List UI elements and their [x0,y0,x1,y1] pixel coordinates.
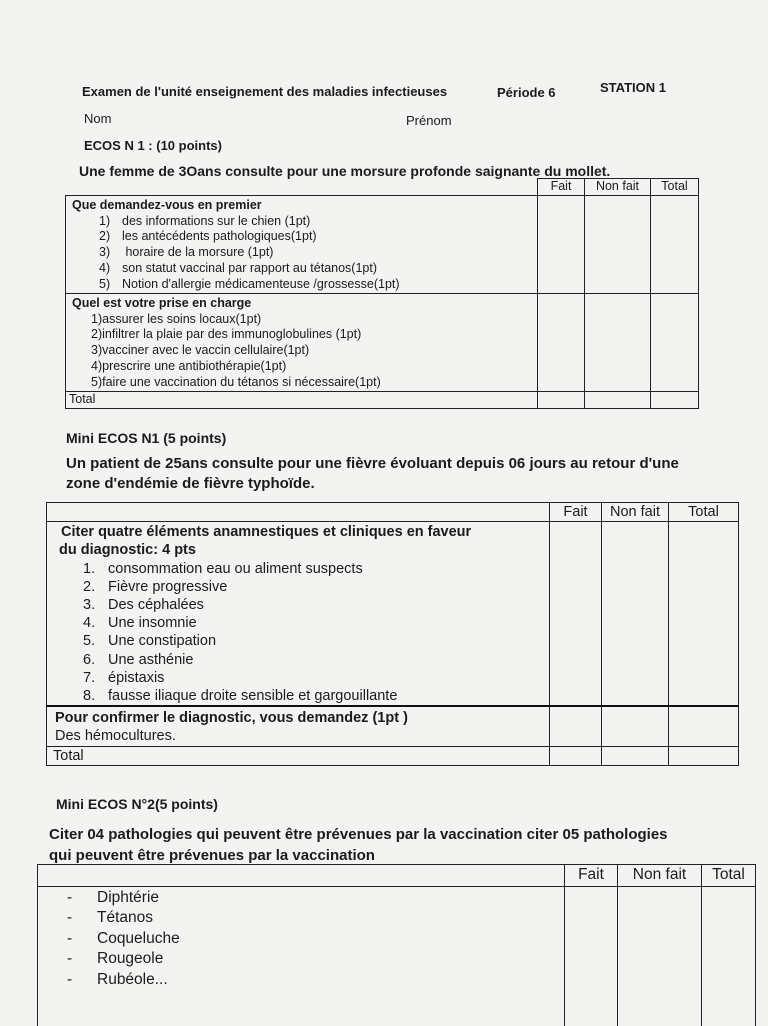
mini1-q2-answer: Des hémocultures. [55,728,176,745]
ecos1-total-non-fait[interactable] [585,391,651,408]
mini1-total-non-fait[interactable] [602,746,669,765]
ecos1-case: Une femme de 3Oans consulte pour une morsure profonde saignante du mollet. [79,163,611,179]
ecos1-col-total: Total [651,179,699,196]
ecos1-fait-cell[interactable] [538,195,585,293]
mini1-fait-cell[interactable] [550,706,602,746]
ecos1-table [65,178,699,409]
ecos1-total-cell[interactable] [651,195,699,293]
ecos1-non-fait-cell[interactable] [585,293,651,391]
mini1-q1-line2: du diagnostic: 4 pts [59,542,196,559]
ecos1-total-label: Total [66,391,538,408]
mini1-q2-title: Pour confirmer le diagnostic, vous demandez (1pt ) [55,710,408,727]
mini2-table [37,864,756,1026]
ecos1-total-total[interactable] [651,391,699,408]
mini1-non-fait-cell[interactable] [602,522,669,707]
mini1-q1-item: 4. Une insomnie [83,615,197,632]
mini1-total-cell[interactable] [669,522,739,707]
ecos1-fait-cell[interactable] [538,293,585,391]
ecos1-block2 [66,293,538,391]
mini2-case-line1: Citer 04 pathologies qui peuvent être prévenues par la vaccination citer 05 pathologies [49,826,668,843]
mini2-col-total: Total [702,865,756,887]
station-label: STATION 1 [600,80,666,95]
mini1-case-line2: zone d'endémie de fièvre typhoïde. [66,475,315,492]
mini1-table [46,502,739,766]
mini1-col-non-fait: Non fait [602,503,669,522]
ecos1-block1-title: Que demandez-vous en premier [72,197,262,212]
ecos1-block2-item: 4)prescrire une antibiothérapie(1pt) [91,358,287,373]
mini1-q1-item: 1. consommation eau ou aliment suspects [83,560,363,577]
mini2-col-fait: Fait [565,865,618,887]
ecos1-non-fait-cell[interactable] [585,195,651,293]
ecos1-total-cell[interactable] [651,293,699,391]
mini1-q1-item: 8. fausse iliaque droite sensible et gargouillante [83,688,398,705]
mini1-fait-cell[interactable] [550,522,602,707]
ecos1-block2-item: 5)faire une vaccination du tétanos si nécessaire(1pt) [91,374,381,389]
exam-period: Période 6 [497,85,556,100]
mini1-col-total: Total [669,503,739,522]
mini1-q1-item: 2. Fièvre progressive [83,578,228,595]
ecos1-block1-item: 1) des informations sur le chien (1pt) [99,213,311,228]
ecos1-block1 [66,195,538,293]
mini2-item: - Diphtérie [67,888,160,906]
mini1-q1-line1: Citer quatre éléments anamnestiques et cliniques en faveur [61,524,472,541]
mini1-col-fait: Fait [550,503,602,522]
mini1-total-label: Total [47,746,550,765]
mini1-heading: Mini ECOS N1 (5 points) [66,430,227,446]
mini2-col-non-fait: Non fait [618,865,702,887]
mini1-total-cell[interactable] [669,706,739,746]
mini1-total-fait[interactable] [550,746,602,765]
mini2-item: - Tétanos [67,909,154,926]
mini2-heading: Mini ECOS N°2(5 points) [56,796,218,812]
mini2-answers [38,886,565,1026]
ecos1-total-fait[interactable] [538,391,585,408]
ecos1-block2-item: 1)assurer les soins locaux(1pt) [91,311,262,326]
ecos1-block2-item: 3)vacciner avec le vaccin cellulaire(1pt) [91,343,310,358]
exam-title: Examen de l'unité enseignement des maladies infectieuses [82,84,448,99]
mini1-non-fait-cell[interactable] [602,706,669,746]
mini1-case-line1: Un patient de 25ans consulte pour une fièvre évoluant depuis 06 jours au retour d'une [66,455,679,472]
prenom-label: Prénom [406,113,452,128]
ecos1-block1-item: 3) horaire de la morsure (1pt) [99,245,274,260]
ecos1-block1-item: 2) les antécédents pathologiques(1pt) [99,229,317,244]
mini1-q1-item: 3. Des céphalées [83,597,204,614]
mini1-q1-item: 7. épistaxis [83,669,165,686]
mini1-q1-item: 5. Une constipation [83,633,217,650]
mini1-question1 [47,522,550,707]
mini1-q1-item: 6. Une asthénie [83,651,194,668]
ecos1-col-fait: Fait [538,179,585,196]
ecos1-block2-title: Quel est votre prise en charge [72,295,252,310]
ecos1-block1-item: 5) Notion d'allergie médicamenteuse /grossesse(1pt) [99,276,400,291]
ecos1-block1-item: 4) son statut vaccinal par rapport au tétanos(1pt) [99,260,378,275]
mini1-question2 [47,706,550,746]
ecos1-heading: ECOS N 1 : (10 points) [84,138,222,153]
mini2-item: - Rougeole [67,950,164,967]
mini2-case-line2: qui peuvent être prévenues par la vaccination [49,847,375,864]
ecos1-block2-item: 2)infiltrer la plaie par des immunoglobulines (1pt) [91,327,362,342]
mini2-non-fait-cell[interactable] [618,886,702,1026]
mini1-total-total[interactable] [669,746,739,765]
mini2-total-cell[interactable] [702,886,756,1026]
ecos1-col-non-fait: Non fait [585,179,651,196]
mini2-fait-cell[interactable] [565,886,618,1026]
nom-label: Nom [84,111,112,126]
mini2-item: - Rubéole... [67,970,168,988]
mini2-item: - Coqueluche [67,929,180,947]
